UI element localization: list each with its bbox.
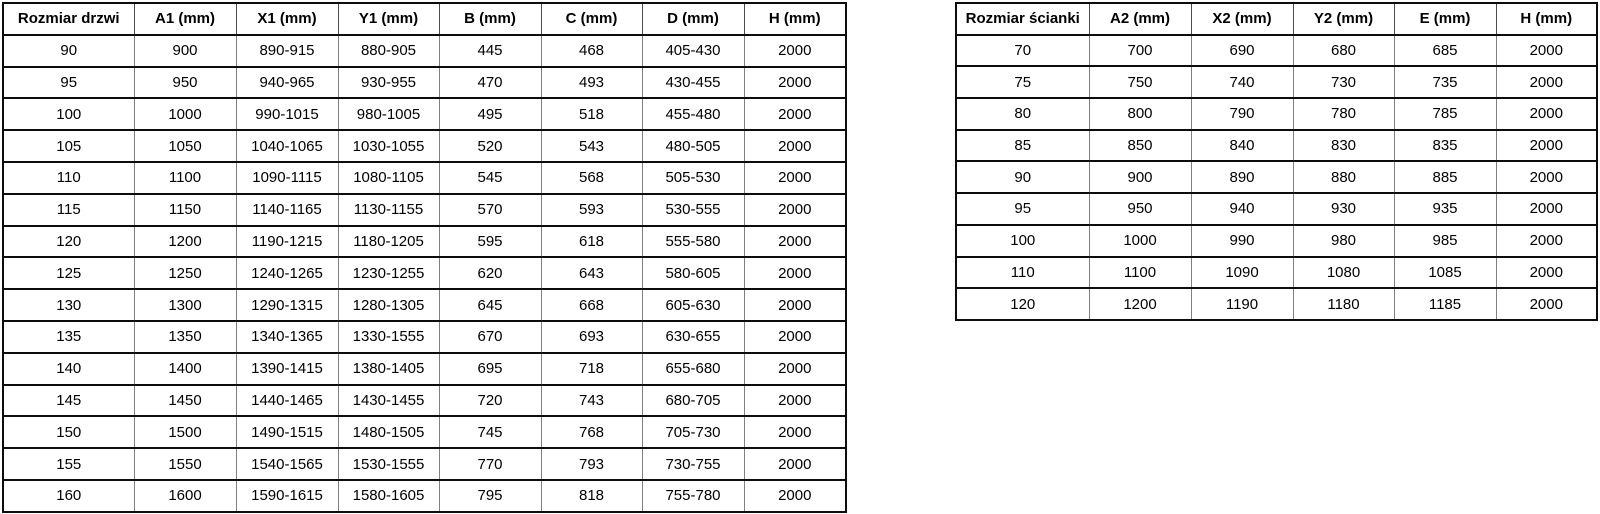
table-cell: 100	[956, 225, 1089, 257]
table-cell: 1030-1055	[338, 130, 439, 162]
table-cell: 1190-1215	[236, 226, 338, 258]
table-row	[3, 416, 846, 448]
table-cell: 795	[439, 480, 541, 512]
table-cell: 1440-1465	[236, 385, 338, 417]
table-cell: 930-955	[338, 67, 439, 99]
table-cell: 2000	[744, 385, 846, 417]
table-row	[3, 35, 846, 67]
table-cell: 793	[541, 448, 642, 480]
table-cell: 780	[1293, 98, 1394, 130]
table-cell: 2000	[1496, 130, 1597, 162]
table-cell: 2000	[1496, 257, 1597, 289]
table-cell: 720	[439, 385, 541, 417]
table-cell: 655-680	[642, 353, 744, 385]
column-header: A2 (mm)	[1089, 3, 1191, 35]
table-row	[3, 194, 846, 226]
table-cell: 543	[541, 130, 642, 162]
table-cell: 95	[956, 193, 1089, 225]
table-row	[3, 130, 846, 162]
table-cell: 1330-1555	[338, 321, 439, 353]
table-cell: 468	[541, 35, 642, 67]
table-cell: 745	[439, 416, 541, 448]
table-cell: 930	[1293, 193, 1394, 225]
table-cell: 680	[1293, 35, 1394, 67]
table-cell: 145	[3, 385, 134, 417]
table-row	[3, 67, 846, 99]
table-cell: 405-430	[642, 35, 744, 67]
table-cell: 950	[134, 67, 236, 99]
table-cell: 2000	[744, 226, 846, 258]
table-row	[956, 257, 1597, 289]
table-cell: 493	[541, 67, 642, 99]
table-row	[3, 162, 846, 194]
table-cell: 110	[956, 257, 1089, 289]
table-cell: 705-730	[642, 416, 744, 448]
table-row	[3, 289, 846, 321]
column-header: X1 (mm)	[236, 3, 338, 35]
table-cell: 580-605	[642, 257, 744, 289]
table-cell: 1200	[1089, 288, 1191, 320]
table-cell: 2000	[744, 416, 846, 448]
table-cell: 2000	[1496, 288, 1597, 320]
table-row	[956, 225, 1597, 257]
table-cell: 2000	[744, 480, 846, 512]
table-row	[956, 288, 1597, 320]
table-cell: 630-655	[642, 321, 744, 353]
table-cell: 2000	[1496, 225, 1597, 257]
table-cell: 520	[439, 130, 541, 162]
table-cell: 110	[3, 162, 134, 194]
table-cell: 668	[541, 289, 642, 321]
table-cell: 70	[956, 35, 1089, 67]
table-cell: 1590-1615	[236, 480, 338, 512]
table-cell: 1190	[1191, 288, 1293, 320]
table-cell: 568	[541, 162, 642, 194]
table-cell: 105	[3, 130, 134, 162]
table-row	[3, 480, 846, 512]
table-cell: 545	[439, 162, 541, 194]
table-cell: 2000	[744, 321, 846, 353]
table-body	[3, 35, 846, 512]
table-header-row	[3, 3, 846, 35]
table-cell: 480-505	[642, 130, 744, 162]
table-cell: 980-1005	[338, 98, 439, 130]
table-cell: 1150	[134, 194, 236, 226]
table-cell: 1290-1315	[236, 289, 338, 321]
table-cell: 100	[3, 98, 134, 130]
table-cell: 643	[541, 257, 642, 289]
table-cell: 470	[439, 67, 541, 99]
table-cell: 620	[439, 257, 541, 289]
table-cell: 125	[3, 257, 134, 289]
table-cell: 2000	[744, 353, 846, 385]
table-row	[956, 130, 1597, 162]
table-cell: 1530-1555	[338, 448, 439, 480]
table-cell: 2000	[744, 98, 846, 130]
table-cell: 120	[956, 288, 1089, 320]
table-cell: 1000	[134, 98, 236, 130]
table-cell: 2000	[1496, 98, 1597, 130]
table-cell: 1480-1505	[338, 416, 439, 448]
wall-dimensions-table	[955, 2, 1598, 321]
table-cell: 1490-1515	[236, 416, 338, 448]
table-body	[956, 35, 1597, 320]
table-cell: 1100	[134, 162, 236, 194]
table-cell: 445	[439, 35, 541, 67]
table-cell: 1300	[134, 289, 236, 321]
table-cell: 730	[1293, 66, 1394, 98]
table-cell: 880	[1293, 161, 1394, 193]
table-cell: 695	[439, 353, 541, 385]
table-cell: 935	[1394, 193, 1496, 225]
table-cell: 1090	[1191, 257, 1293, 289]
table-cell: 1085	[1394, 257, 1496, 289]
table-cell: 790	[1191, 98, 1293, 130]
table-cell: 95	[3, 67, 134, 99]
table-cell: 2000	[744, 35, 846, 67]
table-cell: 1130-1155	[338, 194, 439, 226]
table-cell: 1500	[134, 416, 236, 448]
table-cell: 830	[1293, 130, 1394, 162]
table-cell: 2000	[1496, 66, 1597, 98]
table-cell: 2000	[744, 257, 846, 289]
table-row	[956, 35, 1597, 67]
table-cell: 1450	[134, 385, 236, 417]
table-cell: 768	[541, 416, 642, 448]
table-cell: 900	[134, 35, 236, 67]
table-cell: 1140-1165	[236, 194, 338, 226]
table-cell: 735	[1394, 66, 1496, 98]
table-cell: 555-580	[642, 226, 744, 258]
table-cell: 1180-1205	[338, 226, 439, 258]
table-cell: 90	[956, 161, 1089, 193]
table-cell: 155	[3, 448, 134, 480]
column-header: H (mm)	[1496, 3, 1597, 35]
column-header: Y2 (mm)	[1293, 3, 1394, 35]
table-cell: 455-480	[642, 98, 744, 130]
table-cell: 1240-1265	[236, 257, 338, 289]
table-cell: 2000	[1496, 161, 1597, 193]
table-cell: 800	[1089, 98, 1191, 130]
table-cell: 950	[1089, 193, 1191, 225]
table-cell: 160	[3, 480, 134, 512]
table-cell: 1430-1455	[338, 385, 439, 417]
table-row	[956, 193, 1597, 225]
table-cell: 1080-1105	[338, 162, 439, 194]
column-header: Rozmiar ścianki	[956, 3, 1089, 35]
table-cell: 430-455	[642, 67, 744, 99]
table-row	[956, 66, 1597, 98]
table-cell: 850	[1089, 130, 1191, 162]
table-cell: 1350	[134, 321, 236, 353]
table-cell: 85	[956, 130, 1089, 162]
table-cell: 890	[1191, 161, 1293, 193]
table-cell: 990-1015	[236, 98, 338, 130]
table-cell: 885	[1394, 161, 1496, 193]
table-cell: 890-915	[236, 35, 338, 67]
table-cell: 670	[439, 321, 541, 353]
table-cell: 1000	[1089, 225, 1191, 257]
table-cell: 1400	[134, 353, 236, 385]
column-header: C (mm)	[541, 3, 642, 35]
table-cell: 1380-1405	[338, 353, 439, 385]
table-row	[956, 161, 1597, 193]
table-cell: 120	[3, 226, 134, 258]
table-cell: 140	[3, 353, 134, 385]
table-cell: 900	[1089, 161, 1191, 193]
table-cell: 645	[439, 289, 541, 321]
table-cell: 495	[439, 98, 541, 130]
table-cell: 1540-1565	[236, 448, 338, 480]
table-cell: 785	[1394, 98, 1496, 130]
table-cell: 718	[541, 353, 642, 385]
table-cell: 840	[1191, 130, 1293, 162]
table-cell: 518	[541, 98, 642, 130]
table-cell: 2000	[1496, 35, 1597, 67]
table-cell: 595	[439, 226, 541, 258]
table-cell: 740	[1191, 66, 1293, 98]
table-cell: 618	[541, 226, 642, 258]
table-row	[3, 257, 846, 289]
table-row	[3, 385, 846, 417]
table-cell: 750	[1089, 66, 1191, 98]
table-row	[956, 98, 1597, 130]
table-header-row	[956, 3, 1597, 35]
table-cell: 1185	[1394, 288, 1496, 320]
table-cell: 770	[439, 448, 541, 480]
table-cell: 1090-1115	[236, 162, 338, 194]
table-cell: 1080	[1293, 257, 1394, 289]
table-cell: 115	[3, 194, 134, 226]
table-cell: 593	[541, 194, 642, 226]
table-cell: 2000	[744, 130, 846, 162]
table-cell: 135	[3, 321, 134, 353]
table-cell: 1230-1255	[338, 257, 439, 289]
table-cell: 700	[1089, 35, 1191, 67]
table-cell: 570	[439, 194, 541, 226]
table-cell: 530-555	[642, 194, 744, 226]
table-cell: 1250	[134, 257, 236, 289]
table-cell: 2000	[744, 448, 846, 480]
table-cell: 693	[541, 321, 642, 353]
table-row	[3, 321, 846, 353]
table-cell: 1280-1305	[338, 289, 439, 321]
table-cell: 80	[956, 98, 1089, 130]
table-cell: 150	[3, 416, 134, 448]
table-row	[3, 226, 846, 258]
table-cell: 1600	[134, 480, 236, 512]
table-cell: 130	[3, 289, 134, 321]
table-cell: 2000	[744, 67, 846, 99]
column-header: E (mm)	[1394, 3, 1496, 35]
table-cell: 1550	[134, 448, 236, 480]
table-cell: 1040-1065	[236, 130, 338, 162]
table-cell: 1340-1365	[236, 321, 338, 353]
table-row	[3, 98, 846, 130]
table-cell: 755-780	[642, 480, 744, 512]
table-cell: 2000	[744, 289, 846, 321]
table-cell: 605-630	[642, 289, 744, 321]
table-cell: 940	[1191, 193, 1293, 225]
column-header: Rozmiar drzwi	[3, 3, 134, 35]
table-cell: 835	[1394, 130, 1496, 162]
column-header: D (mm)	[642, 3, 744, 35]
table-cell: 940-965	[236, 67, 338, 99]
table-cell: 980	[1293, 225, 1394, 257]
table-cell: 1390-1415	[236, 353, 338, 385]
table-row	[3, 448, 846, 480]
table-cell: 2000	[744, 162, 846, 194]
table-cell: 818	[541, 480, 642, 512]
table-cell: 90	[3, 35, 134, 67]
table-cell: 680-705	[642, 385, 744, 417]
column-header: X2 (mm)	[1191, 3, 1293, 35]
table-cell: 990	[1191, 225, 1293, 257]
table-row	[3, 353, 846, 385]
table-cell: 2000	[744, 194, 846, 226]
table-cell: 730-755	[642, 448, 744, 480]
column-header: Y1 (mm)	[338, 3, 439, 35]
table-cell: 743	[541, 385, 642, 417]
table-cell: 880-905	[338, 35, 439, 67]
table-cell: 2000	[1496, 193, 1597, 225]
table-cell: 685	[1394, 35, 1496, 67]
table-cell: 1100	[1089, 257, 1191, 289]
table-cell: 690	[1191, 35, 1293, 67]
table-cell: 1580-1605	[338, 480, 439, 512]
table-cell: 505-530	[642, 162, 744, 194]
table-cell: 75	[956, 66, 1089, 98]
table-cell: 985	[1394, 225, 1496, 257]
table-cell: 1180	[1293, 288, 1394, 320]
table-cell: 1200	[134, 226, 236, 258]
table-cell: 1050	[134, 130, 236, 162]
door-dimensions-table	[2, 2, 847, 513]
column-header: A1 (mm)	[134, 3, 236, 35]
column-header: H (mm)	[744, 3, 846, 35]
column-header: B (mm)	[439, 3, 541, 35]
